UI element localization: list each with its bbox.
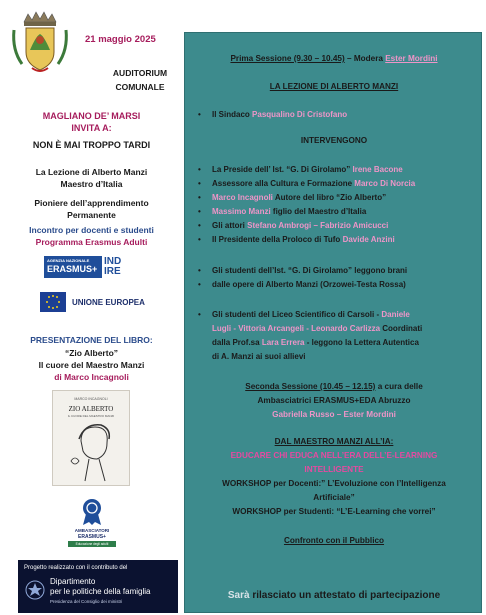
left-column — [0, 0, 183, 615]
funding-box — [18, 560, 178, 613]
event-date: 21 maggio 2025 — [85, 34, 156, 45]
students2-names: Lugli - Vittoria Arcangeli - Leonardo Carlizza — [212, 324, 381, 333]
erasmus-logo-main: ERASMUS+ — [47, 264, 98, 274]
public-session: Confronto con il Pubblico — [283, 536, 385, 545]
badge-line1: AMBASCIATORI — [74, 528, 110, 533]
students1-line1: Gli studenti dell’Ist. “G. Di Girolamo” leggono brani — [212, 266, 408, 275]
speaker-label: La Preside dell’ Ist. “G. Di Girolamo” — [212, 165, 351, 174]
badge-ribbon — [68, 541, 116, 547]
eu-flag-icon — [40, 292, 66, 312]
session2-suffix: a cura delle — [377, 382, 423, 391]
ai-title-line1: EDUCARE CHI EDUCA NELL’ERA DELL’E-LEARNING — [230, 451, 438, 460]
students2-name: Daniele — [381, 310, 410, 319]
book-line: Il cuore del Maestro Manzi — [38, 360, 145, 370]
town-name: MAGLIANO DE’ MARSI — [42, 111, 141, 121]
session2-ambassadors: Ambasciatrici ERASMUS+EDA Abruzzo — [257, 396, 411, 405]
emblem-icon — [24, 578, 46, 602]
programme-text: Programma Erasmus Adulti — [35, 237, 148, 247]
book-title: “Zio Alberto” — [64, 348, 119, 358]
speaker-label: Autore del libro “Zio Alberto” — [274, 193, 387, 202]
book-author: di Marco Incagnoli — [54, 372, 129, 382]
workshop1-line1: WORKSHOP per Docenti:” L’Evoluzione con l’Intelligenza — [222, 479, 446, 488]
speaker-name: Marco Di Norcia — [354, 179, 416, 188]
program-panel — [184, 32, 482, 613]
certificate-line — [185, 590, 483, 601]
students2-prefix: Gli studenti del Liceo Scientifico di Carsoli - — [212, 310, 380, 319]
students2-teacher-suffix: - leggono la Lettera Autentica — [306, 338, 419, 347]
cover-title: ZIO ALBERTO — [68, 405, 114, 413]
moderator-label: Modera — [353, 54, 383, 63]
students1-line2: dalle opere di Alberto Manzi (Orzowei-Testa Rossa) — [212, 280, 406, 289]
dept-line3: Presidenza del Consiglio dei ministri — [50, 599, 123, 604]
coat-of-arms-icon — [10, 10, 70, 76]
speaker-name: Massimo Manzi — [212, 207, 271, 216]
speaker-name: Marco Incagnoli — [212, 193, 273, 202]
indire-bottom: IRE — [104, 266, 121, 277]
students2-line4: di A. Manzi ai suoi allievi — [212, 352, 306, 361]
badge-line2: ERASMUS+ — [78, 534, 106, 540]
mayor-label: Il Sindaco — [212, 110, 250, 119]
speaker-label: figlio del Maestro d’Italia — [272, 207, 367, 216]
students2-suffix: Coordinati — [382, 324, 423, 333]
ambassador-badge-icon — [80, 498, 104, 526]
portrait-sketch-icon — [67, 421, 117, 483]
session2-names: Gabriella Russo – Ester Mordini — [272, 410, 396, 419]
badge-line3: Educazione degli adulti — [75, 542, 109, 546]
cover-subtitle: IL CUORE DEL MAESTRO MANZI — [67, 414, 115, 418]
speaker-name: Irene Bacone — [352, 165, 403, 174]
dept-line1: Dipartimento — [50, 577, 96, 586]
students2-teacher-prefix: dalla Prof.sa — [212, 338, 260, 347]
workshop2: WORKSHOP per Studenti: “L’E-Learning che vorrei” — [232, 507, 436, 516]
indire-top: IND — [104, 256, 122, 267]
subtitle-line2: Maestro d’Italia — [60, 179, 123, 189]
book-cover — [52, 390, 130, 486]
pioneer-line1: Pioniere dell’apprendimento — [34, 198, 149, 208]
certificate-rest: rilasciato un attestato di partecipazione — [252, 590, 441, 601]
dept-line2: per le politiche della famiglia — [50, 587, 151, 596]
mayor-name: Pasqualino Di Cristofano — [252, 110, 348, 119]
meeting-text: Incontro per docenti e studenti — [29, 225, 154, 235]
moderator-name: Ester Mordini — [385, 54, 438, 63]
session2-label: Seconda Sessione (10.45 – 12.15) — [245, 382, 376, 391]
speaker-label: Il Presidente della Proloco di Tufo — [212, 235, 341, 244]
students2-teacher-name: Lara Errera — [261, 338, 305, 347]
erasmus-logo-top: AGENZIA NAZIONALE — [47, 258, 90, 263]
session2-line — [185, 382, 483, 391]
ai-heading: DAL MAESTRO MANZI ALL’IA: — [274, 437, 394, 446]
speaker-label: Assessore alla Cultura e Formazione — [212, 179, 353, 188]
speaker-name: Stefano Ambrogi – Fabrizio Amicucci — [247, 221, 389, 230]
invite-text: INVITA A: — [71, 123, 112, 133]
subtitle-line1: La Lezione di Alberto Manzi — [35, 167, 148, 177]
speakers-heading: INTERVENGONO — [300, 136, 368, 145]
funding-note: Progetto realizzato con il contributo del — [24, 565, 128, 571]
speaker-name: Davide Anzini — [342, 235, 395, 244]
erasmus-indire-logo — [44, 256, 102, 278]
certificate-prefix: Sarà — [227, 590, 250, 601]
cover-author: MARCO INCAGNOLI — [74, 397, 108, 401]
workshop1-line2: Artificiale” — [313, 493, 355, 502]
book-heading: PRESENTAZIONE DEL LIBRO: — [30, 335, 153, 345]
session1-label: Prima Sessione (9.30 – 10.45) — [230, 54, 345, 63]
session1-sep: – — [346, 54, 352, 63]
session1-line — [185, 54, 483, 63]
ai-title-line2: INTELLIGENTE — [304, 465, 364, 474]
venue-line1: AUDITORIUM — [112, 68, 168, 78]
venue-line2: COMUNALE — [115, 82, 165, 92]
speaker-label: Gli attori — [212, 221, 245, 230]
eu-logo-text: UNIONE EUROPEA — [72, 298, 145, 307]
event-title: NON È MAI TROPPO TARDI — [32, 140, 151, 150]
lesson-title: LA LEZIONE DI ALBERTO MANZI — [269, 82, 399, 91]
indire-logo — [104, 256, 134, 278]
pioneer-line2: Permanente — [67, 210, 116, 220]
